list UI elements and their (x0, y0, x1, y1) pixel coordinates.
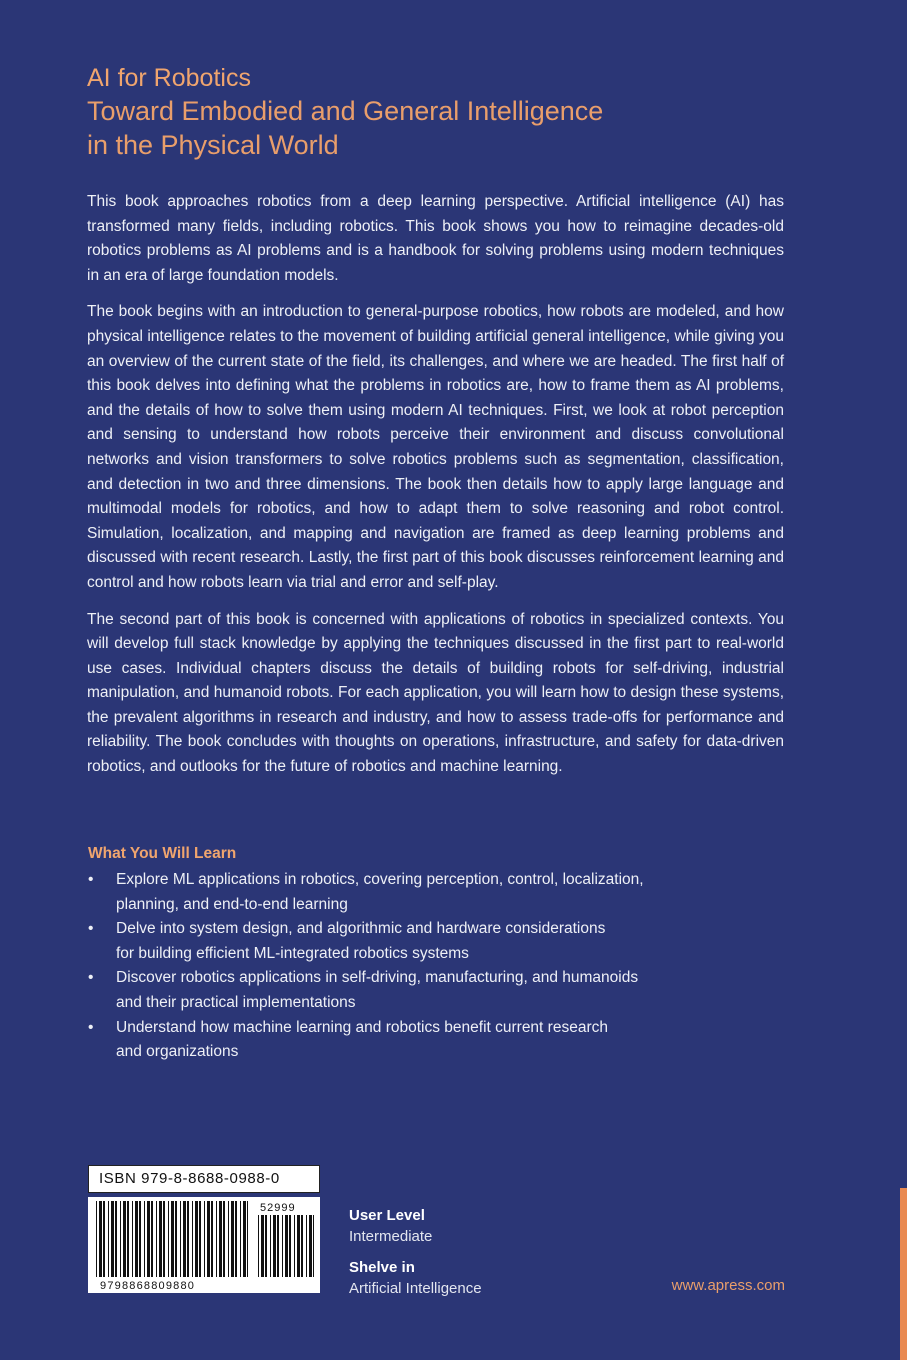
barcode-bar (103, 1201, 105, 1277)
barcode-graphic (88, 1197, 320, 1293)
barcode-bar (261, 1215, 264, 1277)
description-paragraph: The second part of this book is concerned with applications of robotics in specialized contexts. You will develop full stack knowledge by applying the techniques discussed in the first part to real-world use cases. Individual chapters discuss the details of building robots for self-driving, industrial manipulation, and humanoid robots. For each application, you will learn how to design these systems, the prevalent algorithms in research and industry, and how to assess trade-offs for performance and reliability. The book concludes with thoughts on operations, infrastructure, and safety for data-driven robotics, and outlooks for the future of robotics and machine learning. (87, 610, 784, 776)
barcode-bar (313, 1215, 314, 1277)
learn-item (88, 966, 708, 1015)
learn-item-line: planning, and end-to-end learning (116, 895, 348, 913)
barcode-bar (219, 1201, 222, 1277)
shelve-value: Artificial Intelligence (349, 1280, 482, 1297)
shelve-label: Shelve in (349, 1259, 415, 1276)
learn-item (88, 917, 708, 966)
bullet-icon: • (88, 871, 94, 888)
barcode-bar (195, 1201, 198, 1277)
learn-item (88, 868, 708, 917)
user-level-value: Intermediate (349, 1228, 433, 1245)
barcode-bar (180, 1201, 181, 1277)
barcode-bar (135, 1201, 138, 1277)
learn-item-line: Discover robotics applications in self-driving, manufacturing, and humanoids (116, 969, 639, 987)
learn-item-line: and organizations (116, 1043, 239, 1061)
barcode-bar (216, 1201, 217, 1277)
barcode-bar (240, 1201, 241, 1277)
barcode-bar (235, 1201, 237, 1277)
barcode-bar (111, 1201, 114, 1277)
barcode-bar (187, 1201, 189, 1277)
barcode-bar (285, 1215, 288, 1277)
barcode (88, 1197, 320, 1293)
barcode-bar (127, 1201, 129, 1277)
barcode-bar (207, 1201, 210, 1277)
user-level-label: User Level (349, 1207, 425, 1224)
description-paragraph: The book begins with an introduction to general-purpose robotics, how robots are modeled, and how physical intelligence relates to the movement of building artificial general intelligence, while giving you an overview of the current state of the field, its challenges, and where we are headed. The first half of this book delves into defining what the problems in robotics are, how to frame them as AI problems, and the details of how to solve them using modern AI techniques. First, we look at robot perception and sensing to understand how robots perceive their environment and discuss convolutional networks and vision transformers to solve robotics problems such as segmentation, classification, and detection in two and three dimensions. The book then details how to apply large language and multimodal models for robotics, and how to adapt them to solve reasoning and robot control. Simulation, localization, and mapping and navigation are framed as deep learning problems and discussed with recent research. Lastly, the first part of this book discusses reinforcement learning and control and how robots learn via trial and error and self-play. (87, 303, 784, 591)
barcode-bar (228, 1201, 229, 1277)
barcode-bar (265, 1215, 267, 1277)
meta-block (349, 1205, 482, 1309)
publisher-url[interactable]: www.apress.com (671, 1277, 785, 1294)
book-title: AI for Robotics (87, 64, 251, 92)
learn-item-line: and their practical implementations (116, 993, 356, 1011)
learn-list (88, 868, 708, 1065)
bullet-icon: • (88, 920, 94, 938)
barcode-bar (306, 1215, 307, 1277)
barcode-bar (96, 1201, 97, 1277)
barcode-bar (108, 1201, 109, 1277)
isbn-label: ISBN 979-8-8688-0988-0 (88, 1165, 320, 1193)
barcode-bar (171, 1201, 174, 1277)
barcode-bar (151, 1201, 153, 1277)
barcode-ean-digits: 9798868809880 (100, 1280, 196, 1292)
barcode-bar (289, 1215, 291, 1277)
barcode-addon-digits: 52999 (260, 1202, 296, 1214)
barcode-bar (258, 1215, 259, 1277)
learn-item-line: Understand how machine learning and robotics benefit current research (116, 1018, 608, 1036)
barcode-bar (99, 1201, 102, 1277)
barcode-bar (132, 1201, 133, 1277)
barcode-bar (159, 1201, 162, 1277)
barcode-bar (204, 1201, 205, 1277)
barcode-bar (294, 1215, 295, 1277)
barcode-bar (231, 1201, 234, 1277)
barcode-bar (247, 1201, 248, 1277)
barcode-bar (192, 1201, 193, 1277)
spine-stripe (900, 1188, 907, 1360)
barcode-bar (123, 1201, 126, 1277)
description-paragraph: This book approaches robotics from a deep learning perspective. Artificial intelligence (AI) has transformed many fields, including robotics. This book shows you how to reimagine decades-old robotics problems as AI problems and is a handbook for solving problems using modern techniques in an era of large foundation models. (87, 193, 784, 284)
barcode-bar (139, 1201, 141, 1277)
book-subtitle-line2: in the Physical World (87, 130, 339, 160)
barcode-bar (211, 1201, 213, 1277)
learn-heading: What You Will Learn (88, 845, 237, 862)
barcode-bar (270, 1215, 271, 1277)
barcode-bar (156, 1201, 157, 1277)
book-subtitle-line1: Toward Embodied and General Intelligence (87, 96, 604, 126)
barcode-bar (273, 1215, 276, 1277)
barcode-bar (168, 1201, 169, 1277)
bullet-icon: • (88, 1018, 94, 1036)
barcode-bar (282, 1215, 283, 1277)
barcode-bar (120, 1201, 121, 1277)
barcode-bar (115, 1201, 117, 1277)
barcode-bar (163, 1201, 165, 1277)
barcode-block (88, 1165, 320, 1293)
bullet-icon: • (88, 969, 94, 987)
description (87, 190, 784, 792)
barcode-bar (199, 1201, 201, 1277)
barcode-bar (309, 1215, 312, 1277)
title-block (87, 62, 787, 162)
barcode-bar (297, 1215, 300, 1277)
learn-item-line: Delve into system design, and algorithmic and hardware considerations (116, 920, 606, 938)
barcode-bar (144, 1201, 145, 1277)
learn-item (88, 1016, 708, 1065)
barcode-bar (175, 1201, 177, 1277)
barcode-bar (223, 1201, 225, 1277)
barcode-bar (147, 1201, 150, 1277)
learn-item-line: for building efficient ML-integrated robotics systems (116, 944, 469, 962)
barcode-bar (277, 1215, 279, 1277)
learn-item-line: Explore ML applications in robotics, covering perception, control, localization, (116, 871, 644, 888)
barcode-bar (301, 1215, 303, 1277)
barcode-bar (243, 1201, 246, 1277)
barcode-bar (183, 1201, 186, 1277)
